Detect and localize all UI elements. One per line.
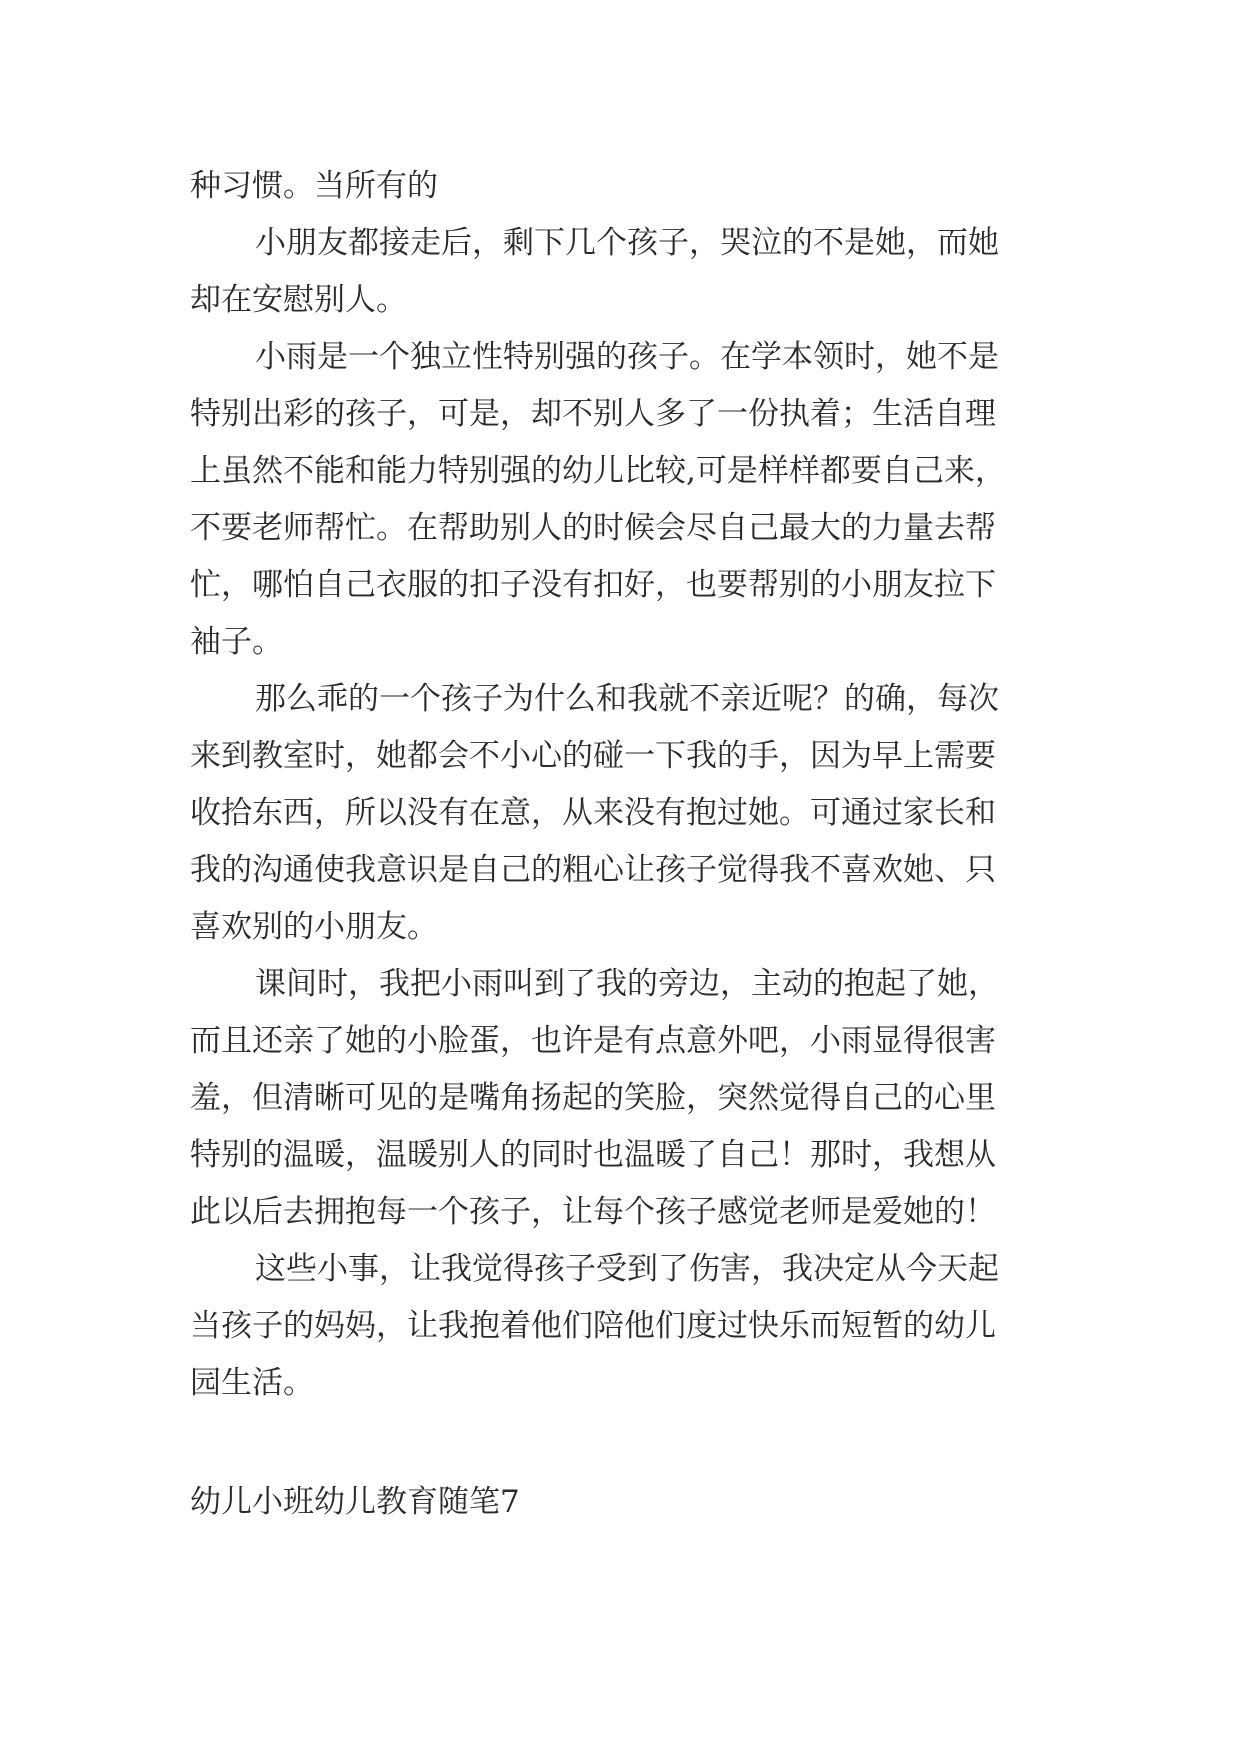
text-line: 袖子。 <box>190 624 283 660</box>
text-line: 喜欢别的小朋友。 <box>190 909 438 945</box>
text-line: 特别出彩的孩子，可是，却不别人多了一份执着；生活自理 <box>190 396 996 432</box>
paragraph-line: 那么乖的一个孩子为什么和我就不亲近呢？的确，每次 <box>255 681 999 717</box>
text-line: 特别的温暖，温暖别人的同时也温暖了自己！那时，我想从 <box>190 1137 996 1173</box>
text-line: 当孩子的妈妈，让我抱着他们陪他们度过快乐而短暂的幼儿 <box>190 1308 996 1344</box>
text-line: 而且还亲了她的小脸蛋，也许是有点意外吧，小雨显得很害 <box>190 1023 996 1059</box>
text-line: 上虽然不能和能力特别强的幼儿比较,可是样样都要自己来， <box>190 453 1006 489</box>
text-line: 却在安慰别人。 <box>190 282 407 318</box>
text-line: 羞，但清晰可见的是嘴角扬起的笑脸，突然觉得自己的心里 <box>190 1080 996 1116</box>
paragraph-line: 这些小事，让我觉得孩子受到了伤害，我决定从今天起 <box>255 1251 999 1287</box>
section-heading: 幼儿小班幼儿教育随笔7 <box>190 1484 520 1520</box>
paragraph-line: 小雨是一个独立性特别强的孩子。在学本领时，她不是 <box>255 339 999 375</box>
text-line: 不要老师帮忙。在帮助别人的时候会尽自己最大的力量去帮 <box>190 510 996 546</box>
text-line: 收拾东西，所以没有在意，从来没有抱过她。可通过家长和 <box>190 795 996 831</box>
text-line: 我的沟通使我意识是自己的粗心让孩子觉得我不喜欢她、只 <box>190 852 996 888</box>
text-line: 种习惯。当所有的 <box>190 168 438 204</box>
paragraph-line: 课间时，我把小雨叫到了我的旁边，主动的抱起了她， <box>255 966 999 1002</box>
text-line: 来到教室时，她都会不小心的碰一下我的手，因为早上需要 <box>190 738 996 774</box>
paragraph-line: 小朋友都接走后，剩下几个孩子，哭泣的不是她，而她 <box>255 225 999 261</box>
text-line: 园生活。 <box>190 1365 314 1401</box>
text-line: 此以后去拥抱每一个孩子，让每个孩子感觉老师是爱她的！ <box>190 1194 996 1230</box>
text-line: 忙，哪怕自己衣服的扣子没有扣好，也要帮别的小朋友拉下 <box>190 567 996 603</box>
